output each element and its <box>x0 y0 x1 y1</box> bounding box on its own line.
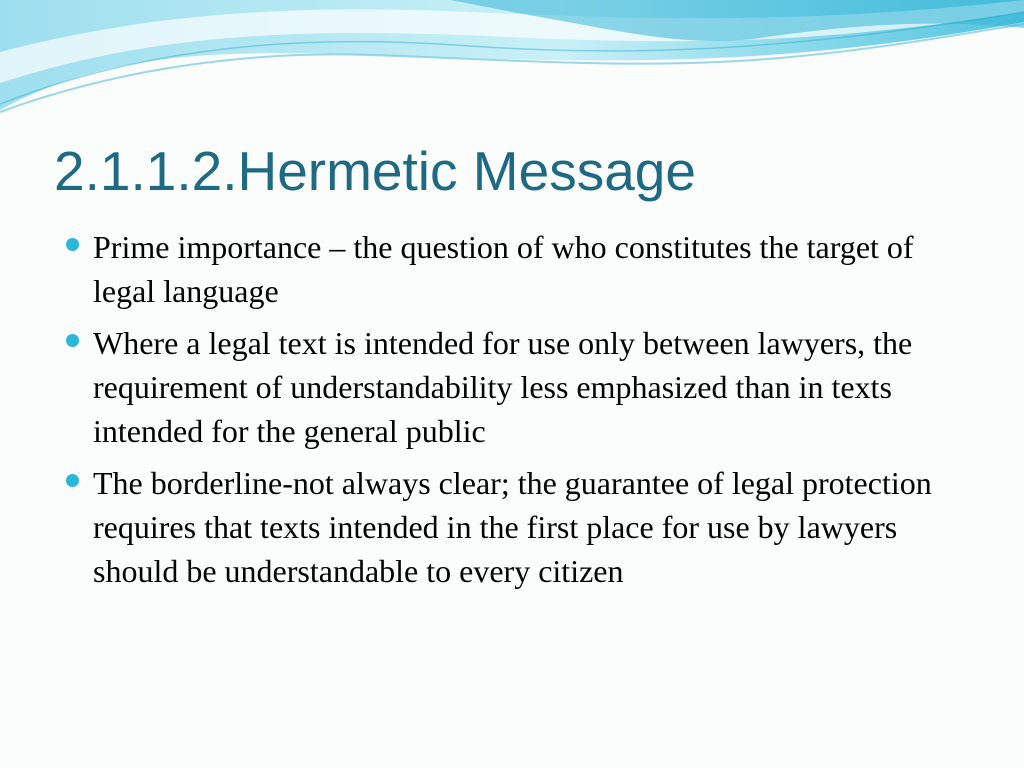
bullet-icon <box>66 474 79 487</box>
bullet-text: Prime importance – the question of who constitutes the target of legal language <box>93 229 914 309</box>
bullet-item-target-of-legal-language <box>64 225 964 313</box>
bullet-item-understandability <box>64 321 964 453</box>
decorative-header-wave <box>0 0 1024 140</box>
bullet-list <box>64 225 964 601</box>
slide-title: 2.1.1.2.Hermetic Message <box>54 140 696 202</box>
bullet-item-legal-protection <box>64 461 964 593</box>
bullet-text: The borderline-not always clear; the guarantee of legal protection requires that texts intended in the first place for use by lawyers should be understandable to every citizen <box>93 465 932 589</box>
bullet-icon <box>66 238 79 251</box>
bullet-text: Where a legal text is intended for use only between lawyers, the requirement of understandability less emphasized than in texts intended for the general public <box>93 325 913 449</box>
bullet-icon <box>66 334 79 347</box>
